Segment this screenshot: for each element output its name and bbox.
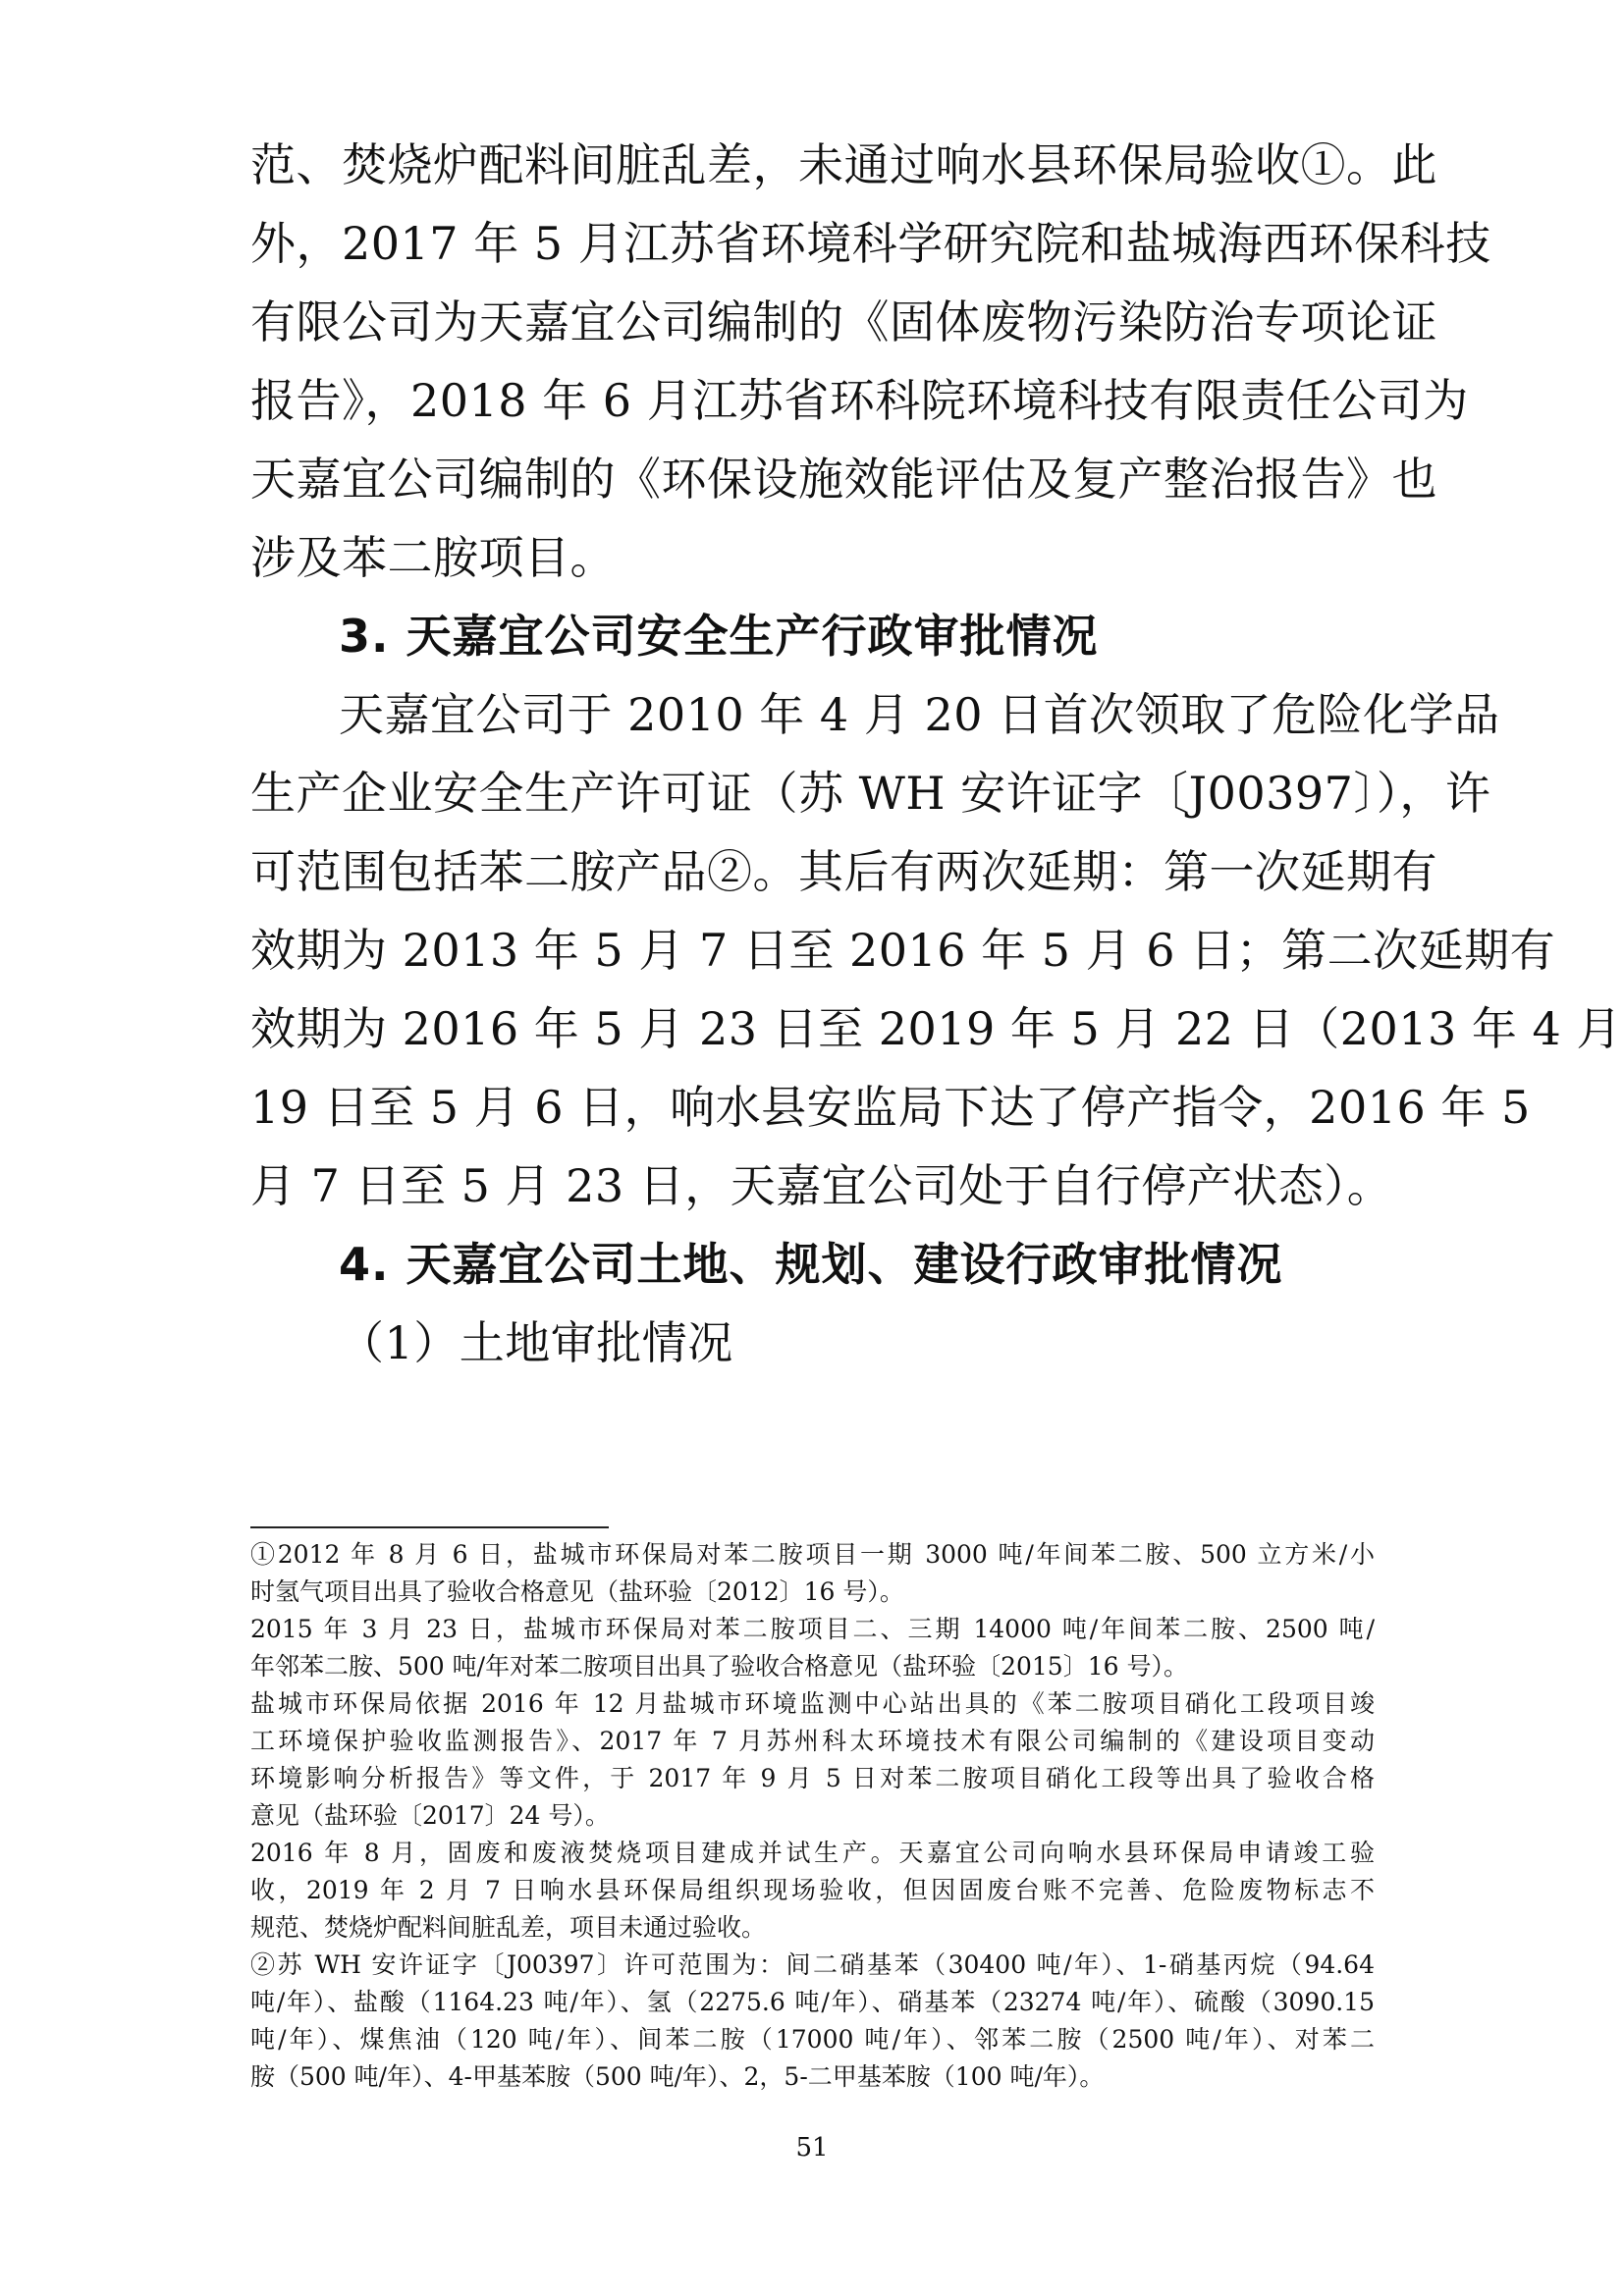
section-heading: 3. 天嘉宜公司安全生产行政审批情况 (339, 610, 1099, 663)
footnote-line: 时氢气项目出具了验收合格意见（盐环验〔2012〕16 号）。 (250, 1577, 904, 1606)
footnote-divider (250, 1526, 609, 1528)
footnote-line: 工环境保护验收监测报告》、2017 年 7 月苏州科太环境技术有限公司编制的《建设项目变动 (250, 1727, 1375, 1755)
body-line: 有限公司为天嘉宜公司编制的《固体废物污染防治专项论证 (250, 295, 1437, 348)
footnote-line: 意见（盐环验〔2017〕24 号）。 (250, 1801, 610, 1830)
footnote-line: 吨/年）、盐酸（1164.23 吨/年）、氢（2275.6 吨/年）、硝基苯（23274 吨/年）、硫酸（3090.15 (250, 1988, 1375, 2016)
body-line: 月 7 日至 5 月 23 日，天嘉宜公司处于自行停产状态）。 (250, 1159, 1393, 1212)
footnote-line: ①2012 年 8 月 6 日，盐城市环保局对苯二胺项目一期 3000 吨/年间苯二胺、500 立方米/小 (250, 1540, 1375, 1569)
body-line: 涉及苯二胺项目。 (250, 531, 616, 584)
footnote-line: 盐城市环保局依据 2016 年 12 月盐城市环境监测中心站出具的《苯二胺项目硝化工段项目竣 (250, 1689, 1375, 1718)
body-line: 报告》，2018 年 6 月江苏省环科院环境科技有限责任公司为 (250, 374, 1469, 427)
body-line: 19 日至 5 月 6 日，响水县安监局下达了停产指令，2016 年 5 (250, 1081, 1531, 1134)
footnote-line: 收，2019 年 2 月 7 日响水县环保局组织现场验收，但因固废台账不完善、危险废物标志不 (250, 1876, 1375, 1904)
footnote-line: 2016 年 8 月，固废和废液焚烧项目建成并试生产。天嘉宜公司向响水县环保局申请竣工验 (250, 1839, 1375, 1867)
subsection-heading: （1）土地审批情况 (339, 1316, 733, 1369)
footnote-line: 规范、焚烧炉配料间脏乱差，项目未通过验收。 (250, 1913, 767, 1942)
body-line: 生产企业安全生产许可证（苏 WH 安许证字〔J00397〕），许 (250, 767, 1491, 820)
footnote-line: 年邻苯二胺、500 吨/年对苯二胺项目出具了验收合格意见（盐环验〔2015〕16 号）。 (250, 1652, 1188, 1681)
body-line: 天嘉宜公司编制的《环保设施效能评估及复产整治报告》也 (250, 453, 1437, 506)
body-line: 外，2017 年 5 月江苏省环境科学研究院和盐城海西环保科技 (250, 217, 1491, 270)
footnote-line: 2015 年 3 月 23 日，盐城市环保局对苯二胺项目二、三期 14000 吨/年间苯二胺、2500 吨/ (250, 1615, 1375, 1643)
footnote-line: 吨/年）、煤焦油（120 吨/年）、间苯二胺（17000 吨/年）、邻苯二胺（2500 吨/年）、对苯二 (250, 2025, 1375, 2054)
footnote-line: 胺（500 吨/年）、4-甲基苯胺（500 吨/年）、2，5-二甲基苯胺（100 吨/年）。 (250, 2062, 1105, 2091)
body-line: 效期为 2016 年 5 月 23 日至 2019 年 5 月 22 日（2013 年 4 月 (250, 1002, 1622, 1055)
body-line: 效期为 2013 年 5 月 7 日至 2016 年 5 月 6 日；第二次延期有 (250, 924, 1556, 977)
body-line: 范、焚烧炉配料间脏乱差，未通过响水县环保局验收①。此 (250, 138, 1437, 191)
footnote-line: ②苏 WH 安许证字〔J00397〕许可范围为：间二硝基苯（30400 吨/年）、1-硝基丙烷（94.64 (250, 1950, 1375, 1979)
page-number: 51 (795, 2133, 829, 2163)
body-line: 天嘉宜公司于 2010 年 4 月 20 日首次领取了危险化学品 (339, 688, 1500, 741)
section-heading: 4. 天嘉宜公司土地、规划、建设行政审批情况 (339, 1238, 1283, 1291)
body-line: 可范围包括苯二胺产品②。其后有两次延期：第一次延期有 (250, 845, 1437, 898)
footnote-line: 环境影响分析报告》等文件，于 2017 年 9 月 5 日对苯二胺项目硝化工段等出具了验收合格 (250, 1764, 1375, 1792)
